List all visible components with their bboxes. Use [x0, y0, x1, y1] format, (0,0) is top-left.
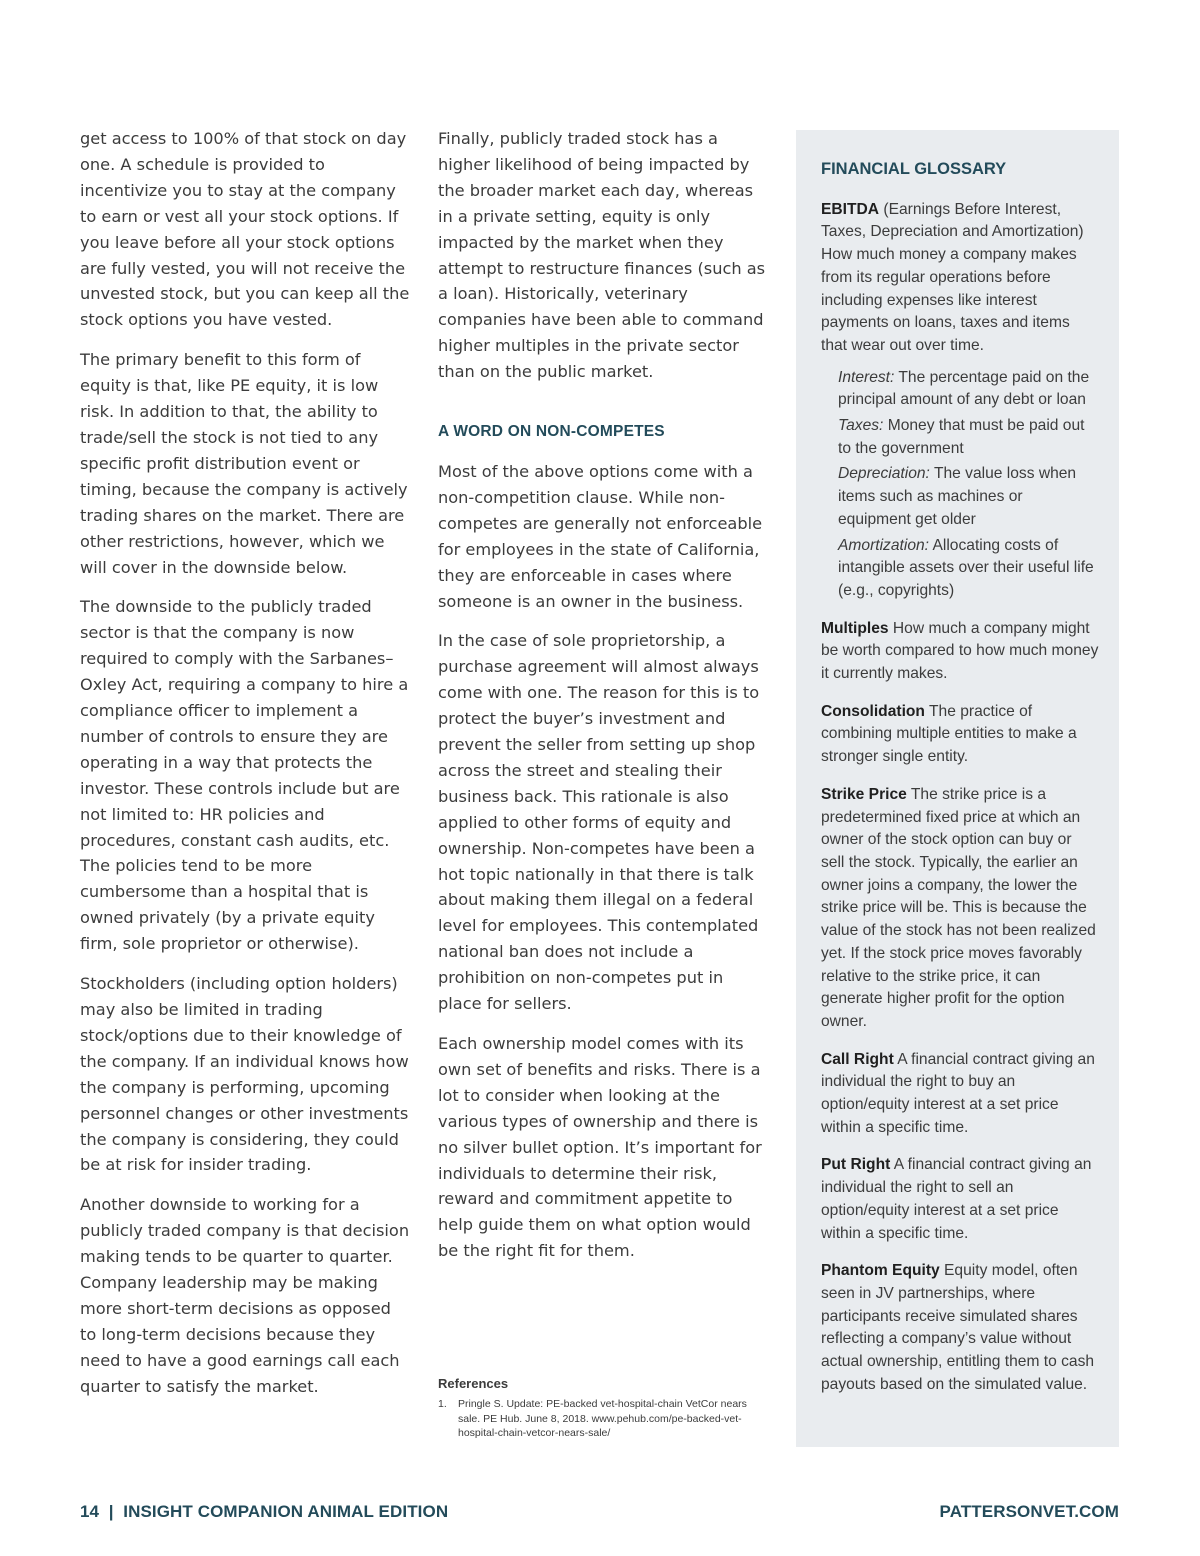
glossary-term: Put Right: [821, 1156, 891, 1174]
glossary-definition: The value loss when items such as machines or equipment get older: [838, 465, 1077, 528]
glossary-subentry-depreciation: [838, 463, 1099, 531]
glossary-subterm: Depreciation:: [838, 465, 930, 483]
glossary-subterm: Interest:: [838, 368, 895, 386]
glossary-definition: The strike price is a predetermined fixed price at which an owner of the stock option can buy or sell the stock. Typically, the earlier an owner joins a company, the lower the strike price will be. This is because the value of the stock has not been realized yet. If the stock price moves favorably relative to the strike price, it can generate higher profit for the option owner.: [821, 785, 1096, 1030]
body-paragraph: Most of the above options come with a non-competition clause. While non-competes are generally not enforceable for employees in the state of California, they are enforceable in cases where someone is an owner in the business.: [438, 461, 763, 611]
body-paragraph: In the case of sole proprietorship, a purchase agreement will almost always come with one. The reason for this is to protect the buyer’s investment and prevent the seller from setting up shop across the street and stealing their business back. This rationale is also applied to other forms of equity and ownership. Non-competes have been a hot topic nationally in that there is talk about making them illegal on a federal level for employees. This contemplated national ban does not include a prohibition on non-competes put in place for sellers.: [438, 631, 760, 1014]
glossary-subentry-interest: [838, 367, 1099, 412]
reference-item: [438, 1397, 763, 1441]
glossary-entry-ebitda: [821, 199, 1099, 358]
body-paragraph: The downside to the publicly traded sector is that the company is now required to comply with the Sarbanes–Oxley Act, requiring a company to hire a compliance officer to implement a number of controls to ensure they are operating in a way that protects the investor. These controls include but are not limited to: HR policies and procedures, constant cash audits, etc. The policies tend to be more cumbersome than a hospital that is owned privately (by a private equity firm, sole proprietor or otherwise).: [80, 597, 409, 954]
glossary-definition: How much a company might be worth compared to how much money it currently makes.: [821, 619, 1099, 683]
middle-column: [438, 126, 768, 1278]
glossary-definition: The practice of combining multiple entities to make a stronger single entity.: [821, 702, 1077, 766]
glossary-definition: Allocating costs of intangible assets over their useful life (e.g., copyrights): [838, 536, 1094, 599]
glossary-definition: Money that must be paid out to the government: [838, 417, 1085, 457]
glossary-definition: A financial contract giving an individual the right to sell an option/equity interest at a set price within a specific time.: [821, 1156, 1092, 1242]
glossary-entry-consolidation: [821, 701, 1099, 769]
body-paragraph: Finally, publicly traded stock has a higher likelihood of being impacted by the broader market each day, whereas in a private setting, equity is only impacted by the market when they attempt to restructure finances (such as a loan). Historically, veterinary companies have been able to command higher multiples in the private sector than on the public market.: [438, 129, 766, 382]
references-title: References: [438, 1376, 509, 1391]
glossary-entry-phantom-equity: [821, 1260, 1099, 1396]
glossary-term: Multiples: [821, 619, 889, 637]
section-heading: A WORD ON NON-COMPETES: [438, 423, 665, 441]
reference-number: 1.: [438, 1398, 447, 1410]
glossary-title: FINANCIAL GLOSSARY: [821, 160, 1007, 178]
glossary-definition: The percentage paid on the principal amount of any debt or loan: [838, 368, 1090, 409]
glossary-definition: (Earnings Before Interest, Taxes, Depreciation and Amortization) How much money a company makes from its regular operations before including expenses like interest payments on loans, taxes and items that wear out over time.: [821, 200, 1084, 354]
references: [438, 1376, 763, 1441]
glossary-entry-strike-price: [821, 784, 1099, 1034]
footer-website: PATTERSONVET.COM: [939, 1502, 1119, 1521]
glossary-subentry-amortization: [838, 535, 1099, 603]
left-column: [80, 126, 410, 1414]
glossary-definition: A financial contract giving an individual the right to buy an option/equity interest at a set price within a specific time.: [821, 1050, 1095, 1136]
glossary-entry-call-right: [821, 1049, 1099, 1140]
glossary-term: EBITDA: [821, 200, 880, 218]
glossary-entry-put-right: [821, 1154, 1099, 1245]
glossary-term: Consolidation: [821, 702, 925, 720]
body-paragraph: Stockholders (including option holders) may also be limited in trading stock/options due to their knowledge of the company. If an individual knows how the company is performing, upcoming personnel changes or other investments the company is considering, they could be at risk for insider trading.: [80, 974, 409, 1175]
body-paragraph: Another downside to working for a publicly traded company is that decision making tends to be quarter to quarter. Company leadership may be making more short-term decisions as opposed to long-term decisions because they need to have a good earnings call each quarter to satisfy the market.: [80, 1195, 410, 1396]
glossary-subterm: Taxes:: [838, 417, 884, 435]
body-paragraph: Each ownership model comes with its own set of benefits and risks. There is a lot to consider when looking at the various types of ownership and there is no silver bullet option. It’s important for individuals to determine their risk, reward and commitment appetite to help guide them on what option would be the right fit for them.: [438, 1034, 762, 1261]
footer-page-info: 14 | INSIGHT COMPANION ANIMAL EDITION: [80, 1502, 449, 1521]
glossary-subterm: Amortization:: [838, 536, 929, 554]
glossary-term: Phantom Equity: [821, 1262, 940, 1280]
body-paragraph: The primary benefit to this form of equity is that, like PE equity, it is low risk. In addition to that, the ability to trade/sell the stock is not tied to any specific profit distribution event or timing, because the company is actively trading shares on the market. There are other restrictions, however, which we will cover in the downside below.: [80, 350, 408, 577]
glossary-term: Call Right: [821, 1050, 894, 1068]
reference-text: Pringle S. Update: PE-backed vet-hospital-chain VetCor nears sale. PE Hub. June 8, 2018. www.pehub.com/pe-backed-vet-hospital-chain-vetcor-nears-sale/: [458, 1398, 747, 1439]
financial-glossary-sidebar: [796, 130, 1119, 1447]
glossary-term: Strike Price: [821, 785, 907, 803]
glossary-subentry-taxes: [838, 415, 1099, 460]
glossary-entry-multiples: [821, 618, 1099, 686]
body-paragraph: get access to 100% of that stock on day one. A schedule is provided to incentivize you to stay at the company to earn or vest all your stock options. If you leave before all your stock options are fully vested, you will not receive the unvested stock, but you can keep all the stock options you have vested.: [80, 129, 410, 330]
glossary-definition: Equity model, often seen in JV partnerships, where participants receive simulated shares reflecting a company’s value without actual ownership, entitling them to cash payouts based on the simulated value.: [821, 1262, 1095, 1393]
